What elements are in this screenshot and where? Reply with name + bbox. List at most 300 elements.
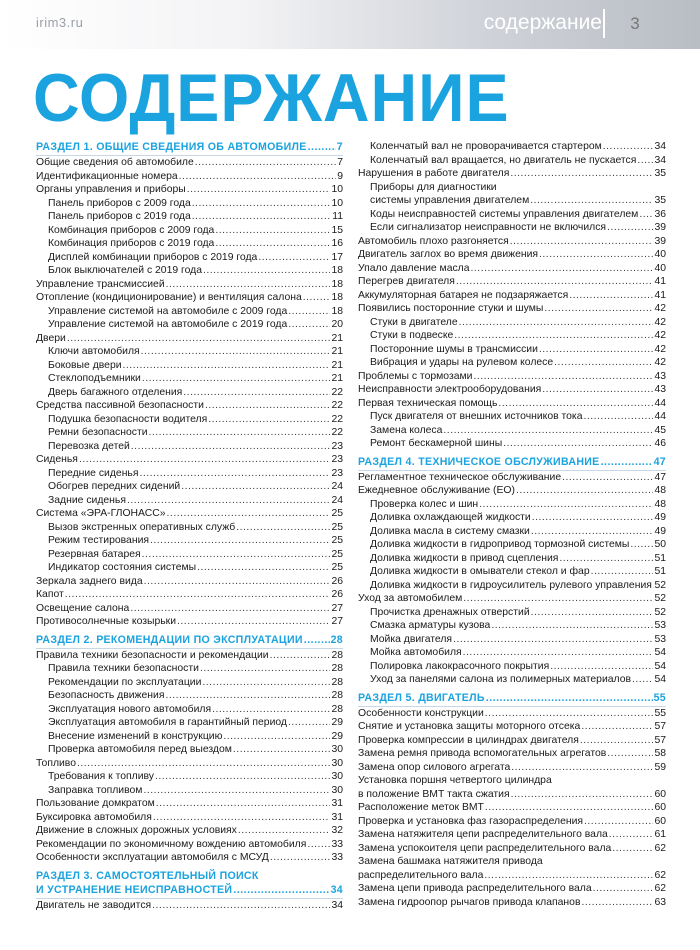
leader-dots bbox=[156, 797, 331, 811]
leader-dots bbox=[303, 291, 331, 305]
toc-subentry[interactable] bbox=[358, 208, 666, 222]
toc-entry-title: Управление системой на автомобиле с 2019 года bbox=[48, 319, 288, 330]
toc-entry-title: Рекомендации по экономичному вождению автомобиля bbox=[36, 838, 307, 850]
toc-entry-title: Двигатель заглох во время движения bbox=[358, 249, 539, 260]
leader-dots bbox=[123, 359, 331, 373]
toc-subentry[interactable] bbox=[358, 194, 666, 208]
leader-dots bbox=[208, 413, 330, 427]
leader-dots bbox=[630, 538, 653, 552]
toc-page-number: 25 bbox=[331, 521, 343, 533]
toc-entry-title: Идентификационные номера bbox=[36, 170, 178, 182]
toc-page-number: 49 bbox=[654, 512, 666, 523]
toc-subentry[interactable] bbox=[36, 440, 343, 454]
leader-dots bbox=[153, 811, 331, 825]
toc-entry-title: Замена ремня привода вспомогательных агрегатов bbox=[358, 748, 607, 759]
toc-entry[interactable] bbox=[36, 838, 343, 852]
toc-page-number: 49 bbox=[654, 525, 666, 537]
toc-entry[interactable] bbox=[36, 156, 343, 170]
toc-page-number: 17 bbox=[331, 251, 343, 263]
toc-subentry[interactable] bbox=[358, 619, 666, 633]
toc-subentry[interactable] bbox=[36, 534, 343, 548]
toc-entry[interactable] bbox=[36, 588, 343, 602]
toc-entry[interactable] bbox=[36, 899, 343, 913]
toc-entry[interactable] bbox=[358, 248, 666, 262]
toc-entry[interactable] bbox=[358, 869, 666, 883]
toc-entry-title: РАЗДЕЛ 1. ОБЩИЕ СВЕДЕНИЯ ОБ АВТОМОБИЛЕ bbox=[36, 141, 307, 153]
leader-dots bbox=[177, 615, 330, 629]
toc-entry-title: Проверка автомобиля перед выездом bbox=[48, 744, 232, 755]
toc-subentry[interactable] bbox=[36, 345, 343, 359]
toc-entry[interactable] bbox=[36, 615, 343, 629]
toc-entry-continued: Замена башмака натяжителя привода bbox=[358, 856, 543, 867]
leader-dots bbox=[79, 453, 331, 467]
toc-entry[interactable] bbox=[36, 291, 343, 305]
toc-entry[interactable] bbox=[358, 370, 666, 384]
toc-page-number: 62 bbox=[654, 869, 666, 881]
toc-entry-title: Вызов экстренных оперативных служб bbox=[48, 521, 236, 533]
leader-dots bbox=[456, 275, 654, 289]
leader-dots bbox=[183, 386, 330, 400]
toc-page-number: 43 bbox=[654, 370, 666, 382]
toc-subentry[interactable] bbox=[358, 437, 666, 451]
toc-entry-title: Коленчатый вал не проворачивается стартером bbox=[370, 141, 602, 152]
toc-entry[interactable] bbox=[358, 167, 666, 181]
toc-section-heading[interactable]: РАЗДЕЛ 3. САМОСТОЯТЕЛЬНЫЙ ПОИСК bbox=[36, 869, 259, 882]
toc-subentry[interactable] bbox=[36, 467, 343, 481]
toc-entry[interactable] bbox=[358, 262, 666, 276]
toc-subentry[interactable] bbox=[358, 525, 666, 539]
leader-dots bbox=[144, 575, 331, 589]
toc-entry-title: Правила техники безопасности bbox=[48, 663, 199, 674]
leader-dots bbox=[459, 316, 654, 330]
toc-page-number: 42 bbox=[654, 303, 666, 314]
toc-entry[interactable] bbox=[358, 289, 666, 303]
leader-dots bbox=[215, 237, 330, 251]
leader-dots bbox=[639, 208, 653, 222]
leader-dots bbox=[195, 156, 336, 170]
toc-entry-title: системы управления двигателем bbox=[370, 195, 530, 206]
toc-page-number: 31 bbox=[331, 798, 343, 809]
leader-dots bbox=[569, 289, 653, 303]
toc-entry-title: Сиденья bbox=[36, 454, 78, 465]
toc-subentry[interactable] bbox=[36, 197, 343, 211]
toc-page-number: 10 bbox=[331, 197, 343, 209]
leader-dots bbox=[632, 673, 653, 687]
toc-subentry[interactable] bbox=[358, 221, 666, 235]
toc-page-number: 20 bbox=[331, 319, 343, 330]
toc-subentry[interactable] bbox=[36, 372, 343, 386]
leader-dots bbox=[233, 883, 329, 898]
toc-subentry[interactable] bbox=[358, 424, 666, 438]
toc-page-number: 57 bbox=[654, 721, 666, 732]
toc-section-heading[interactable] bbox=[358, 455, 666, 470]
toc-subentry[interactable] bbox=[358, 579, 666, 593]
leader-dots bbox=[562, 471, 653, 485]
toc-entry[interactable] bbox=[358, 734, 666, 748]
leader-dots bbox=[539, 248, 653, 262]
toc-entry[interactable] bbox=[358, 882, 666, 896]
toc-entry[interactable] bbox=[358, 397, 666, 411]
toc-page-number: 23 bbox=[331, 467, 343, 479]
leader-dots bbox=[530, 194, 653, 208]
toc-entry-title: Доливка масла в систему смазки bbox=[370, 525, 530, 537]
toc-page-number: 35 bbox=[654, 195, 666, 206]
leader-dots bbox=[304, 633, 330, 648]
toc-subentry[interactable] bbox=[358, 498, 666, 512]
toc-page-number: 55 bbox=[653, 691, 666, 704]
leader-dots bbox=[131, 440, 331, 454]
toc-subentry[interactable] bbox=[36, 359, 343, 373]
toc-page-number: 51 bbox=[654, 552, 666, 564]
toc-subentry[interactable] bbox=[36, 210, 343, 224]
toc-right-column bbox=[358, 140, 666, 909]
leader-dots bbox=[601, 455, 653, 470]
leader-dots bbox=[77, 757, 330, 771]
toc-page-number: 52 bbox=[654, 579, 666, 591]
toc-entry[interactable] bbox=[36, 757, 343, 771]
toc-subentry[interactable] bbox=[36, 264, 343, 278]
toc-entry-title: распределительного вала bbox=[358, 869, 484, 881]
toc-page-number: 29 bbox=[331, 717, 343, 728]
toc-page-number: 28 bbox=[331, 649, 343, 661]
toc-entry-title: Движение в сложных дорожных условиях bbox=[36, 825, 237, 836]
toc-entry-title: Противосолнечные козырьки bbox=[36, 616, 177, 627]
toc-entry-title: Вибрация и удары на рулевом колесе bbox=[370, 357, 554, 368]
toc-page-number: 11 bbox=[332, 211, 343, 222]
toc-entry[interactable] bbox=[358, 801, 666, 815]
leader-dots bbox=[127, 494, 330, 508]
toc-subentry[interactable] bbox=[36, 716, 343, 730]
leader-dots bbox=[150, 534, 330, 548]
toc-entry[interactable] bbox=[358, 235, 666, 249]
toc-subentry[interactable] bbox=[36, 730, 343, 744]
toc-entry[interactable] bbox=[36, 649, 343, 663]
toc-entry[interactable] bbox=[36, 824, 343, 838]
leader-dots bbox=[288, 305, 330, 319]
toc-entry[interactable] bbox=[358, 592, 666, 606]
toc-entry-title: Задние сиденья bbox=[48, 494, 126, 506]
toc-page-number: 43 bbox=[654, 384, 666, 395]
toc-entry[interactable] bbox=[358, 471, 666, 485]
leader-dots bbox=[531, 525, 654, 539]
leader-dots bbox=[511, 788, 654, 802]
toc-section-heading-line2[interactable] bbox=[36, 883, 343, 898]
toc-entry-title: Проблемы с тормозами bbox=[358, 370, 473, 382]
toc-entry-title: Прочистка дренажных отверстий bbox=[370, 606, 530, 618]
toc-subentry[interactable] bbox=[36, 494, 343, 508]
leader-dots bbox=[498, 397, 653, 411]
toc-page-number: 62 bbox=[654, 842, 666, 854]
toc-page-number: 28 bbox=[331, 690, 343, 701]
toc-subentry[interactable] bbox=[36, 784, 343, 798]
toc-entry[interactable] bbox=[36, 278, 343, 292]
toc-page-number: 28 bbox=[331, 663, 343, 674]
toc-subentry[interactable] bbox=[358, 660, 666, 674]
leader-dots bbox=[554, 356, 653, 370]
toc-entry-title: Замена колеса bbox=[370, 424, 443, 436]
toc-entry-title: Заправка топливом bbox=[48, 784, 143, 796]
leader-dots bbox=[202, 676, 330, 690]
toc-section-heading[interactable] bbox=[36, 140, 343, 155]
toc-entry-title: Зеркала заднего вида bbox=[36, 575, 143, 587]
toc-page-number: 47 bbox=[653, 455, 666, 468]
leader-dots bbox=[223, 730, 330, 744]
toc-entry-title: Резервная батарея bbox=[48, 548, 141, 560]
leader-dots bbox=[443, 424, 653, 438]
toc-entry-title: Управление системой на автомобиле с 2009 года bbox=[48, 305, 288, 317]
leader-dots bbox=[471, 262, 654, 276]
toc-page-number: 28 bbox=[331, 676, 343, 688]
toc-entry[interactable] bbox=[358, 383, 666, 397]
leader-dots bbox=[473, 370, 653, 384]
toc-subentry[interactable] bbox=[36, 426, 343, 440]
toc-subentry[interactable] bbox=[358, 673, 666, 687]
toc-subentry[interactable] bbox=[358, 646, 666, 660]
toc-entry-title: Доливка жидкости в привод сцепления bbox=[370, 552, 559, 564]
toc-entry-title: Замена успокоителя цепи распределительного вала bbox=[358, 842, 612, 854]
toc-page-number: 27 bbox=[331, 602, 343, 614]
toc-subentry[interactable] bbox=[358, 511, 666, 525]
toc-entry-title: Дисплей комбинации приборов с 2019 года bbox=[48, 251, 258, 263]
toc-entry[interactable] bbox=[36, 797, 343, 811]
toc-page-number: 39 bbox=[654, 235, 666, 247]
toc-entry-title: Перевозка детей bbox=[48, 440, 130, 452]
toc-entry[interactable] bbox=[358, 815, 666, 829]
toc-entry-title: Дверь багажного отделения bbox=[48, 386, 183, 398]
leader-dots bbox=[288, 318, 330, 332]
toc-page-number: 36 bbox=[654, 208, 666, 220]
toc-entry-title: Полировка лакокрасочного покрытия bbox=[370, 660, 550, 672]
toc-subentry[interactable] bbox=[358, 154, 666, 168]
toc-subentry[interactable] bbox=[36, 662, 343, 676]
leader-dots bbox=[187, 183, 331, 197]
toc-page-number: 52 bbox=[654, 593, 666, 604]
toc-entry-title: Стуки в подвеске bbox=[370, 330, 454, 341]
toc-entry[interactable] bbox=[358, 896, 666, 910]
toc-page-number: 44 bbox=[654, 397, 666, 409]
toc-subentry[interactable] bbox=[36, 480, 343, 494]
toc-page-number: 59 bbox=[654, 761, 666, 773]
toc-entry-title: И УСТРАНЕНИЕ НЕИСПРАВНОСТЕЙ bbox=[36, 884, 233, 896]
toc-entry-title: Проверка и установка фаз газораспределения bbox=[358, 815, 584, 827]
toc-subentry[interactable] bbox=[36, 703, 343, 717]
toc-page-number: 46 bbox=[654, 438, 666, 449]
toc-subentry[interactable] bbox=[36, 413, 343, 427]
site-name: irim3.ru bbox=[36, 15, 84, 30]
leader-dots bbox=[584, 815, 653, 829]
toc-subentry[interactable] bbox=[358, 410, 666, 424]
leader-dots bbox=[233, 743, 331, 757]
toc-subentry[interactable] bbox=[36, 224, 343, 238]
toc-entry-title: Обогрев передних сидений bbox=[48, 481, 181, 492]
leader-dots bbox=[485, 801, 654, 815]
toc-entry-title: Нарушения в работе двигателя bbox=[358, 168, 510, 179]
leader-dots bbox=[65, 588, 331, 602]
page-title: СОДЕРЖАНИЕ bbox=[33, 60, 510, 136]
leader-dots bbox=[544, 302, 653, 316]
toc-entry[interactable] bbox=[358, 484, 666, 498]
toc-subentry[interactable] bbox=[36, 318, 343, 332]
toc-entry[interactable] bbox=[36, 507, 343, 521]
leader-dots bbox=[539, 343, 654, 357]
toc-subentry[interactable] bbox=[36, 237, 343, 251]
toc-entry-title: Перегрев двигателя bbox=[358, 276, 455, 287]
toc-page-number: 53 bbox=[654, 633, 666, 645]
toc-entry-title: Особенности эксплуатации автомобиля с МСУД bbox=[36, 852, 269, 863]
toc-subentry[interactable] bbox=[358, 329, 666, 343]
toc-page-number: 50 bbox=[654, 539, 666, 550]
toc-subentry[interactable] bbox=[36, 676, 343, 690]
toc-entry-title: Смазка арматуры кузова bbox=[370, 620, 491, 631]
toc-page-number: 42 bbox=[654, 330, 666, 341]
toc-page-number: 21 bbox=[331, 346, 343, 357]
toc-entry-title: Ежедневное обслуживание (ЕО) bbox=[358, 485, 515, 496]
toc-subentry[interactable] bbox=[358, 606, 666, 620]
toc-page-number: 34 bbox=[654, 141, 666, 152]
toc-page-number: 31 bbox=[331, 811, 343, 823]
toc-subentry[interactable] bbox=[36, 561, 343, 575]
toc-page-number: 54 bbox=[654, 647, 666, 658]
toc-subentry[interactable] bbox=[36, 770, 343, 784]
toc-subentry[interactable] bbox=[36, 548, 343, 562]
leader-dots bbox=[200, 662, 331, 676]
toc-entry-title: Топливо bbox=[36, 757, 76, 769]
toc-page-number: 42 bbox=[654, 316, 666, 328]
leader-dots bbox=[307, 838, 330, 852]
toc-entry-title: в положение ВМТ такта сжатия bbox=[358, 788, 510, 800]
leader-dots bbox=[485, 707, 654, 721]
toc-entry-title: Органы управления и приборы bbox=[36, 184, 186, 195]
toc-entry[interactable] bbox=[36, 575, 343, 589]
toc-entry-title: Безопасность движения bbox=[48, 690, 165, 701]
toc-page-number: 18 bbox=[331, 278, 343, 290]
leader-dots bbox=[167, 507, 331, 521]
leader-dots bbox=[288, 716, 330, 730]
toc-entry[interactable] bbox=[36, 602, 343, 616]
toc-section-heading[interactable] bbox=[358, 691, 666, 706]
toc-page-number: 60 bbox=[654, 802, 666, 813]
leader-dots bbox=[270, 851, 331, 865]
toc-page-number: 61 bbox=[654, 829, 666, 840]
toc-subentry[interactable] bbox=[358, 565, 666, 579]
toc-page-number: 57 bbox=[654, 734, 666, 746]
toc-subentry[interactable] bbox=[358, 316, 666, 330]
toc-subentry[interactable] bbox=[358, 633, 666, 647]
toc-page-number: 26 bbox=[331, 589, 343, 600]
leader-dots bbox=[203, 264, 330, 278]
toc-entry-title: Ремонт бескамерной шины bbox=[370, 438, 503, 449]
leader-dots bbox=[454, 329, 653, 343]
toc-subentry[interactable] bbox=[36, 305, 343, 319]
toc-entry-title: Появились посторонние стуки и шумы bbox=[358, 303, 544, 314]
toc-page-number: 33 bbox=[331, 838, 343, 850]
toc-subentry[interactable] bbox=[36, 386, 343, 400]
toc-entry-title: Блок выключателей с 2019 года bbox=[48, 265, 202, 276]
toc-entry[interactable] bbox=[358, 788, 666, 802]
toc-entry-title: Замена цепи привода распределительного вала bbox=[358, 883, 592, 894]
leader-dots bbox=[179, 170, 337, 184]
page-number: 3 bbox=[603, 9, 665, 38]
toc-entry-title: Панель приборов с 2009 года bbox=[48, 197, 191, 209]
toc-page-number: 41 bbox=[654, 276, 666, 287]
toc-page-number: 60 bbox=[654, 788, 666, 800]
toc-entry[interactable] bbox=[358, 842, 666, 856]
toc-page-number: 48 bbox=[654, 498, 666, 510]
toc-entry[interactable] bbox=[358, 720, 666, 734]
toc-entry[interactable] bbox=[36, 183, 343, 197]
toc-page-number: 9 bbox=[337, 170, 343, 182]
toc-entry-title: Коды неисправностей системы управления двигателем bbox=[370, 208, 639, 220]
toc-subentry[interactable] bbox=[36, 689, 343, 703]
toc-entry[interactable] bbox=[358, 761, 666, 775]
toc-entry-title: Двигатель не заводится bbox=[36, 900, 152, 911]
toc-page-number: 25 bbox=[331, 562, 343, 573]
toc-subentry[interactable] bbox=[358, 538, 666, 552]
toc-entry[interactable] bbox=[358, 302, 666, 316]
toc-left-column bbox=[36, 140, 343, 913]
toc-entry-title: Средства пассивной безопасности bbox=[36, 400, 204, 411]
toc-entry-title: Упало давление масла bbox=[358, 262, 470, 274]
leader-dots bbox=[463, 646, 654, 660]
toc-subentry[interactable] bbox=[358, 343, 666, 357]
toc-page-number: 28 bbox=[331, 703, 343, 715]
toc-entry-title: Доливка жидкости в гидроусилитель рулевого управления bbox=[370, 579, 652, 591]
toc-section-heading[interactable] bbox=[36, 633, 343, 648]
toc-entry[interactable] bbox=[36, 453, 343, 467]
toc-page-number: 18 bbox=[331, 292, 343, 303]
leader-dots bbox=[591, 565, 654, 579]
toc-subentry[interactable] bbox=[36, 521, 343, 535]
toc-entry[interactable] bbox=[358, 747, 666, 761]
leader-dots bbox=[181, 480, 330, 494]
toc-entry[interactable] bbox=[358, 828, 666, 842]
toc-entry-title: РАЗДЕЛ 4. ТЕХНИЧЕСКОЕ ОБСЛУЖИВАНИЕ bbox=[358, 455, 600, 468]
toc-subentry[interactable] bbox=[36, 743, 343, 757]
toc-page-number: 21 bbox=[331, 359, 343, 371]
leader-dots bbox=[197, 561, 330, 575]
toc-entry-continued: Приборы для диагностики bbox=[370, 181, 497, 193]
toc-entry-title: Особенности конструкции bbox=[358, 707, 484, 719]
toc-entry[interactable] bbox=[36, 170, 343, 184]
toc-page-number: 30 bbox=[331, 757, 343, 769]
leader-dots bbox=[130, 602, 330, 616]
toc-page-number: 42 bbox=[654, 357, 666, 368]
toc-entry[interactable] bbox=[36, 399, 343, 413]
toc-page-number: 42 bbox=[654, 343, 666, 355]
toc-entry-title: Стуки в двигателе bbox=[370, 316, 458, 328]
toc-subentry[interactable] bbox=[358, 140, 666, 154]
leader-dots bbox=[580, 734, 654, 748]
leader-dots bbox=[612, 842, 653, 856]
toc-entry[interactable] bbox=[36, 332, 343, 346]
toc-page-number: 44 bbox=[654, 411, 666, 422]
toc-page-number: 39 bbox=[654, 222, 666, 233]
toc-page-number: 54 bbox=[654, 674, 666, 685]
toc-entry-title: Посторонние шумы в трансмиссии bbox=[370, 343, 538, 355]
toc-entry[interactable] bbox=[358, 707, 666, 721]
toc-entry[interactable] bbox=[36, 851, 343, 865]
toc-subentry[interactable] bbox=[358, 356, 666, 370]
toc-entry-title: Доливка охлаждающей жидкости bbox=[370, 512, 531, 523]
toc-entry[interactable] bbox=[36, 811, 343, 825]
toc-entry-title: Стеклоподъемники bbox=[48, 373, 141, 384]
toc-entry[interactable] bbox=[358, 275, 666, 289]
toc-subentry[interactable] bbox=[358, 552, 666, 566]
leader-dots bbox=[607, 747, 653, 761]
leader-dots bbox=[609, 828, 654, 842]
leader-dots bbox=[152, 899, 330, 913]
toc-subentry[interactable] bbox=[36, 251, 343, 265]
